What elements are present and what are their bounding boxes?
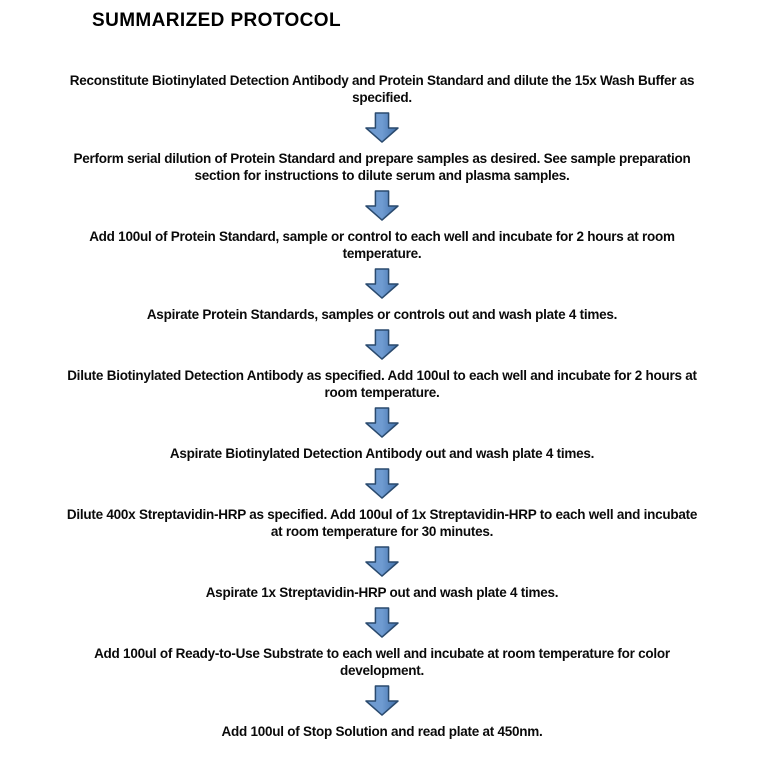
protocol-step-7: Dilute 400x Streptavidin-HRP as specified. Add 100ul of 1x Streptavidin-HRP to each well and incubate at room temperature for 30 minutes.	[66, 507, 698, 539]
protocol-step-9: Add 100ul of Ready-to-Use Substrate to each well and incubate at room temperature for color development.	[94, 646, 670, 678]
protocol-step-1: Reconstitute Biotinylated Detection Antibody and Protein Standard and dilute the 15x Wash Buffer as specified.	[69, 73, 695, 105]
protocol-step-6: Aspirate Biotinylated Detection Antibody out and wash plate 4 times.	[169, 446, 595, 461]
down-arrow-icon	[364, 685, 400, 717]
down-arrow-icon	[364, 329, 400, 361]
down-arrow-icon	[364, 607, 400, 639]
protocol-step-3: Add 100ul of Protein Standard, sample or control to each well and incubate for 2 hours at room temperature.	[89, 229, 675, 261]
page-title: SUMMARIZED PROTOCOL	[92, 10, 341, 31]
down-arrow-icon	[364, 190, 400, 222]
protocol-step-10: Add 100ul of Stop Solution and read plate at 450nm.	[221, 724, 543, 739]
down-arrow-icon	[364, 268, 400, 300]
down-arrow-icon	[364, 112, 400, 144]
protocol-step-4: Aspirate Protein Standards, samples or controls out and wash plate 4 times.	[146, 307, 618, 322]
protocol-step-8: Aspirate 1x Streptavidin-HRP out and wash plate 4 times.	[205, 585, 559, 600]
protocol-step-2: Perform serial dilution of Protein Standard and prepare samples as desired. See sample preparation section for instructions to dilute serum and plasma samples.	[73, 151, 691, 183]
down-arrow-icon	[364, 546, 400, 578]
protocol-flow	[0, 72, 764, 740]
down-arrow-icon	[364, 407, 400, 439]
down-arrow-icon	[364, 468, 400, 500]
protocol-step-5: Dilute Biotinylated Detection Antibody as specified. Add 100ul to each well and incubate for 2 hours at room temperature.	[67, 368, 697, 400]
